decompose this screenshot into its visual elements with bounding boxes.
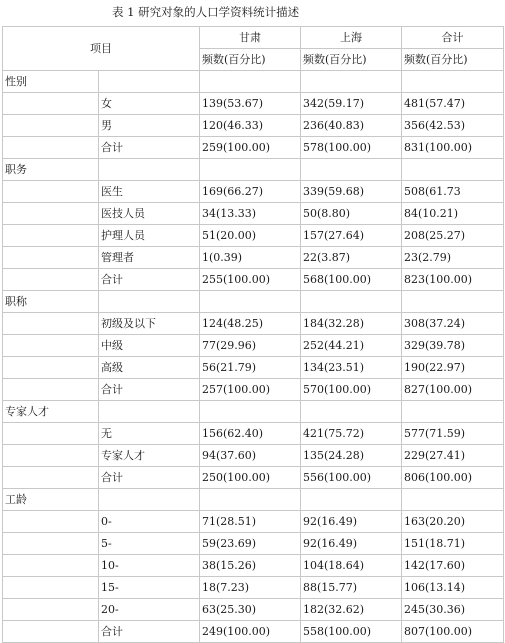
indent-cell (3, 247, 99, 269)
empty-cell (301, 401, 402, 423)
category-row (3, 291, 504, 313)
indent-cell (3, 511, 99, 533)
indent-cell (3, 357, 99, 379)
indent-cell (3, 555, 99, 577)
value-cell: 92(16.49) (301, 533, 402, 555)
value-cell: 577(71.59) (402, 423, 504, 445)
value-cell: 77(29.96) (200, 335, 301, 357)
empty-cell (99, 401, 200, 423)
value-cell: 163(20.20) (402, 511, 504, 533)
indent-cell (3, 115, 99, 137)
value-cell: 18(7.23) (200, 577, 301, 599)
header-row-regions (3, 27, 504, 49)
table-row (3, 533, 504, 555)
value-cell: 182(32.62) (301, 599, 402, 621)
empty-cell (301, 489, 402, 511)
indent-cell (3, 225, 99, 247)
indent-cell (3, 181, 99, 203)
subtotal-row (3, 137, 504, 159)
item-header: 项目 (3, 27, 200, 71)
demographics-table (2, 26, 504, 643)
value-cell: 578(100.00) (301, 137, 402, 159)
empty-cell (402, 489, 504, 511)
table-row (3, 313, 504, 335)
row-label: 初级及以下 (99, 313, 200, 335)
row-label: 女 (99, 93, 200, 115)
table-row (3, 555, 504, 577)
value-cell: 252(44.21) (301, 335, 402, 357)
indent-cell (3, 335, 99, 357)
indent-cell (3, 93, 99, 115)
value-cell: 329(39.78) (402, 335, 504, 357)
subheader-shanghai: 频数(百分比) (301, 49, 402, 71)
value-cell: 88(15.77) (301, 577, 402, 599)
value-cell: 190(22.97) (402, 357, 504, 379)
value-cell: 50(8.80) (301, 203, 402, 225)
value-cell: 481(57.47) (402, 93, 504, 115)
empty-cell (301, 291, 402, 313)
table-row (3, 225, 504, 247)
value-cell: 568(100.00) (301, 269, 402, 291)
row-label: 合计 (99, 269, 200, 291)
row-label: 合计 (99, 621, 200, 643)
value-cell: 356(42.53) (402, 115, 504, 137)
row-label: 高级 (99, 357, 200, 379)
category-row (3, 159, 504, 181)
indent-cell (3, 599, 99, 621)
region-header-gansu: 甘肃 (200, 27, 301, 49)
value-cell: 508(61.73 (402, 181, 504, 203)
subtotal-row (3, 269, 504, 291)
value-cell: 827(100.00) (402, 379, 504, 401)
value-cell: 104(18.64) (301, 555, 402, 577)
row-label: 合计 (99, 137, 200, 159)
table-row (3, 577, 504, 599)
value-cell: 120(46.33) (200, 115, 301, 137)
value-cell: 71(28.51) (200, 511, 301, 533)
empty-cell (200, 71, 301, 93)
value-cell: 806(100.00) (402, 467, 504, 489)
region-header-total: 合计 (402, 27, 504, 49)
value-cell: 184(32.28) (301, 313, 402, 335)
indent-cell (3, 137, 99, 159)
table-row (3, 203, 504, 225)
value-cell: 823(100.00) (402, 269, 504, 291)
indent-cell (3, 445, 99, 467)
value-cell: 570(100.00) (301, 379, 402, 401)
indent-cell (3, 621, 99, 643)
subtotal-row (3, 379, 504, 401)
row-label: 医技人员 (99, 203, 200, 225)
subheader-gansu: 频数(百分比) (200, 49, 301, 71)
table-row (3, 247, 504, 269)
category-label: 职务 (3, 159, 99, 181)
value-cell: 208(25.27) (402, 225, 504, 247)
empty-cell (200, 291, 301, 313)
row-label: 合计 (99, 379, 200, 401)
value-cell: 236(40.83) (301, 115, 402, 137)
value-cell: 807(100.00) (402, 621, 504, 643)
value-cell: 34(13.33) (200, 203, 301, 225)
row-label: 专家人才 (99, 445, 200, 467)
value-cell: 229(27.41) (402, 445, 504, 467)
indent-cell (3, 467, 99, 489)
empty-cell (99, 291, 200, 313)
row-label: 15- (99, 577, 200, 599)
value-cell: 134(23.51) (301, 357, 402, 379)
value-cell: 831(100.00) (402, 137, 504, 159)
category-label: 性别 (3, 71, 99, 93)
empty-cell (301, 159, 402, 181)
row-label: 无 (99, 423, 200, 445)
row-label: 管理者 (99, 247, 200, 269)
value-cell: 124(48.25) (200, 313, 301, 335)
empty-cell (402, 291, 504, 313)
value-cell: 59(23.69) (200, 533, 301, 555)
value-cell: 308(37.24) (402, 313, 504, 335)
value-cell: 157(27.64) (301, 225, 402, 247)
indent-cell (3, 533, 99, 555)
empty-cell (402, 71, 504, 93)
value-cell: 94(37.60) (200, 445, 301, 467)
row-label: 合计 (99, 467, 200, 489)
subheader-total: 频数(百分比) (402, 49, 504, 71)
value-cell: 169(66.27) (200, 181, 301, 203)
table-row (3, 93, 504, 115)
empty-cell (200, 489, 301, 511)
value-cell: 63(25.30) (200, 599, 301, 621)
row-label: 5- (99, 533, 200, 555)
indent-cell (3, 379, 99, 401)
empty-cell (200, 159, 301, 181)
table-body (3, 27, 504, 643)
value-cell: 135(24.28) (301, 445, 402, 467)
category-label: 职称 (3, 291, 99, 313)
value-cell: 139(53.67) (200, 93, 301, 115)
empty-cell (99, 71, 200, 93)
indent-cell (3, 577, 99, 599)
value-cell: 250(100.00) (200, 467, 301, 489)
value-cell: 38(15.26) (200, 555, 301, 577)
value-cell: 257(100.00) (200, 379, 301, 401)
value-cell: 558(100.00) (301, 621, 402, 643)
row-label: 男 (99, 115, 200, 137)
table-row (3, 335, 504, 357)
category-row (3, 489, 504, 511)
indent-cell (3, 313, 99, 335)
value-cell: 106(13.14) (402, 577, 504, 599)
value-cell: 156(62.40) (200, 423, 301, 445)
category-label: 工龄 (3, 489, 99, 511)
value-cell: 151(18.71) (402, 533, 504, 555)
category-label: 专家人才 (3, 401, 99, 423)
value-cell: 556(100.00) (301, 467, 402, 489)
value-cell: 22(3.87) (301, 247, 402, 269)
empty-cell (301, 71, 402, 93)
value-cell: 245(30.36) (402, 599, 504, 621)
value-cell: 23(2.79) (402, 247, 504, 269)
value-cell: 1(0.39) (200, 247, 301, 269)
empty-cell (402, 159, 504, 181)
empty-cell (200, 401, 301, 423)
table-row (3, 357, 504, 379)
table-row (3, 445, 504, 467)
value-cell: 142(17.60) (402, 555, 504, 577)
table-row (3, 115, 504, 137)
empty-cell (99, 489, 200, 511)
value-cell: 421(75.72) (301, 423, 402, 445)
value-cell: 56(21.79) (200, 357, 301, 379)
row-label: 护理人员 (99, 225, 200, 247)
region-header-shanghai: 上海 (301, 27, 402, 49)
value-cell: 51(20.00) (200, 225, 301, 247)
row-label: 10- (99, 555, 200, 577)
empty-cell (99, 159, 200, 181)
table-row (3, 599, 504, 621)
subtotal-row (3, 467, 504, 489)
value-cell: 255(100.00) (200, 269, 301, 291)
indent-cell (3, 203, 99, 225)
subtotal-row (3, 621, 504, 643)
indent-cell (3, 269, 99, 291)
row-label: 中级 (99, 335, 200, 357)
row-label: 20- (99, 599, 200, 621)
category-row (3, 71, 504, 93)
value-cell: 339(59.68) (301, 181, 402, 203)
value-cell: 84(10.21) (402, 203, 504, 225)
table-row (3, 181, 504, 203)
value-cell: 249(100.00) (200, 621, 301, 643)
value-cell: 342(59.17) (301, 93, 402, 115)
table-caption: 表 1 研究对象的人口学资料统计描述 (112, 5, 300, 19)
row-label: 0- (99, 511, 200, 533)
value-cell: 259(100.00) (200, 137, 301, 159)
table-row (3, 423, 504, 445)
category-row (3, 401, 504, 423)
value-cell: 92(16.49) (301, 511, 402, 533)
indent-cell (3, 423, 99, 445)
table-row (3, 511, 504, 533)
row-label: 医生 (99, 181, 200, 203)
empty-cell (402, 401, 504, 423)
